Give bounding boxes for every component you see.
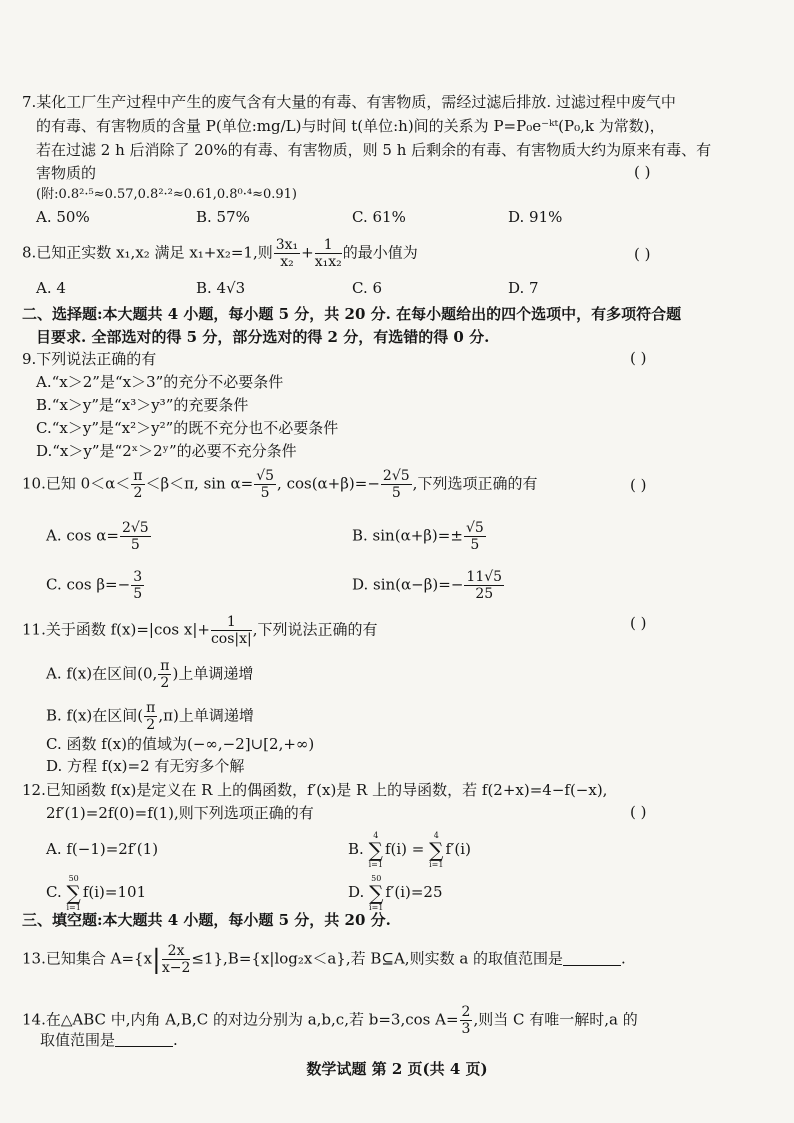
page-footer: 数学试题 第 2 页(共 4 页)	[306, 1060, 488, 1078]
q8-stem-post: 的最小值为	[342, 243, 418, 262]
q7-option-b: B. 57%	[196, 208, 250, 226]
q11-num: 1	[211, 614, 252, 631]
q13-answer-blank[interactable]	[563, 951, 621, 966]
q7-line2: 的有毒、有害物质的含量 P(单位:mg/L)与时间 t(单位:h)间的关系为 P=P₀e⁻ᵏᵗ(P₀,k 为常数)，	[36, 117, 665, 135]
q10-d-pre: D. sin(α−β)=−	[352, 575, 464, 594]
q12-line2: 2f′(1)=2f(0)=f(1),则下列选项正确的有	[46, 804, 314, 822]
q14-pre: 14.在△ABC 中,内角 A,B,C 的对边分别为 a,b,c,若 b=3,cos A=	[22, 1010, 459, 1029]
q7-note: (附:0.8²·⁵≈0.57,0.8²·²≈0.61,0.8⁰·⁴≈0.91)	[36, 187, 297, 202]
q11-option-a	[46, 658, 253, 691]
q9-option-b: B.“x＞y”是“x³＞y³”的充要条件	[36, 396, 249, 414]
section2-heading-line1: 二、选择题:本大题共 4 小题，每小题 5 分，共 20 分. 在每小题给出的四个选项中，有多项符合题	[22, 305, 682, 323]
q11-b-two: 2	[146, 717, 156, 733]
q12-c-upper: 50	[68, 874, 79, 883]
q12-d-expr: f′(i)=25	[385, 883, 443, 901]
q13-num: 2x	[162, 943, 191, 960]
q11-stem	[22, 614, 378, 647]
q13-post: ,B={x|log₂x＜a},若 B⊆A,则实数 a 的取值范围是	[223, 949, 564, 968]
q11-b-interval-right: ,π)	[158, 706, 179, 725]
q14-num: 2	[461, 1004, 471, 1020]
q8-option-a: A. 4	[36, 279, 66, 297]
q10-sin-num: √5	[256, 468, 275, 484]
q10-option-a	[46, 520, 152, 553]
q13-frac	[162, 943, 191, 976]
q10-b-den: 5	[470, 537, 480, 553]
q10-option-c	[46, 569, 145, 602]
q10-a-frac	[120, 520, 151, 553]
q10-d-frac	[464, 569, 504, 602]
q11-a-post: 上单调递增	[178, 664, 254, 683]
q14-end: .	[173, 1031, 178, 1049]
q8-frac1-num: 3x₁	[275, 237, 299, 253]
q11-b-pi-over-2	[144, 700, 157, 733]
q12-option-b	[348, 829, 471, 869]
q11-a-interval-left: (0,	[137, 664, 158, 683]
q11-b-pre: B. f(x)在区间	[46, 706, 138, 725]
q12-b-left-expr: f(i) =	[384, 840, 425, 858]
q12-d-lower: i=1	[369, 903, 384, 912]
q13-set-close: }	[213, 949, 224, 968]
q11-b-post: 上单调递增	[178, 706, 254, 725]
q10-mid: ＜β＜π, sin α=	[145, 474, 254, 493]
q10-d-num: 11√5	[466, 569, 503, 585]
q8-plus: +	[301, 243, 314, 262]
q11-a-pi: π	[160, 658, 170, 674]
q14-den: 3	[461, 1021, 471, 1037]
q11-option-d: D. 方程 f(x)=2 有无穷多个解	[46, 757, 245, 775]
q12-d-sum	[369, 874, 383, 912]
q13-stem	[22, 943, 626, 976]
q11-a-pi-over-2	[158, 658, 171, 691]
q12-c-pre: C.	[46, 883, 62, 901]
q13-pre: 13.已知集合 A=	[22, 949, 135, 968]
q8-answer-paren: ( )	[634, 245, 651, 263]
q8-frac2-den: x₁x₂	[314, 254, 342, 270]
q10-a-pre: A. cos α=	[46, 526, 119, 545]
q12-answer-paren: ( )	[630, 803, 647, 821]
q10-b-frac	[464, 520, 486, 553]
q12-b-lower-right: i=1	[429, 860, 444, 869]
q11-a-interval-right: )	[172, 664, 179, 683]
q8-option-d: D. 7	[508, 279, 539, 297]
q12-b-lower-left: i=1	[368, 860, 383, 869]
q10-pre: 10.已知 0＜α＜	[22, 474, 131, 493]
q12-line1: 12.已知函数 f(x)是定义在 R 上的偶函数，f′(x)是 R 上的导函数，若 f(2+x)=4−f(−x),	[22, 781, 608, 799]
q10-pi-over-2	[131, 468, 144, 501]
q10-b-num: √5	[465, 520, 484, 536]
q10-sin-frac	[254, 468, 276, 501]
q10-post: ,下列选项正确的有	[412, 474, 538, 493]
q12-b-upper-left: 4	[373, 831, 379, 840]
q7-line4: 害物质的	[36, 164, 97, 182]
q11-pre: 11.关于函数 f(x)=|cos x|+	[22, 620, 210, 639]
q10-c-pre: C. cos β=−	[46, 575, 131, 594]
q10-option-b	[352, 520, 487, 553]
q10-stem	[22, 468, 537, 501]
q12-b-sum-right	[429, 831, 443, 869]
q9-stem: 9.下列说法正确的有	[22, 350, 157, 368]
q7-option-d: D. 91%	[508, 208, 563, 226]
q12-d-pre: D.	[348, 883, 365, 901]
q12-b-right-expr: f′(i)	[445, 840, 471, 858]
q9-option-c: C.“x＞y”是“x²＞y²”的既不充分也不必要条件	[36, 419, 339, 437]
q13-den: x−2	[161, 960, 191, 976]
q12-b-sum-left	[369, 831, 383, 869]
q11-option-c: C. 函数 f(x)的值域为(−∞,−2]∪[2,+∞)	[46, 735, 315, 753]
q10-cos-frac	[381, 468, 412, 501]
q14-line2-text: 取值范围是	[40, 1031, 116, 1049]
q8-stem	[22, 237, 418, 270]
q10-cos-num: 2√5	[382, 468, 410, 484]
q12-d-sigma: ∑	[369, 881, 384, 905]
q10-cos-den: 5	[391, 485, 401, 501]
q8-frac1-den: x₂	[280, 254, 294, 270]
q14-line2	[40, 1030, 178, 1050]
q11-answer-paren: ( )	[630, 614, 647, 632]
q10-c-num: 3	[133, 569, 143, 585]
q10-c-frac	[131, 569, 144, 602]
q13-set-open: {x	[134, 949, 153, 968]
q8-option-b: B. 4√3	[196, 279, 246, 297]
q10-two: 2	[133, 485, 143, 501]
q12-b-sigma-right: ∑	[429, 838, 444, 862]
q12-c-expr: f(i)=101	[82, 883, 147, 901]
q12-option-a: A. f(−1)=2f′(1)	[46, 840, 159, 858]
q14-post: ,则当 C 有唯一解时,a 的	[473, 1010, 638, 1029]
q7-option-c: C. 61%	[352, 208, 406, 226]
q11-b-interval-left: (	[137, 706, 144, 725]
q8-frac2-num: 1	[315, 237, 342, 254]
q7-option-a: A. 50%	[36, 208, 90, 226]
q10-a-num: 2√5	[121, 520, 149, 536]
q10-mid2: , cos(α+β)=−	[277, 474, 380, 493]
q11-frac	[211, 614, 252, 647]
q12-b-upper-right: 4	[433, 831, 439, 840]
q11-option-b	[46, 700, 254, 733]
section2-heading-line2: 目要求. 全部选对的得 5 分，部分选对的得 2 分，有选错的得 0 分.	[36, 328, 490, 346]
q11-a-two: 2	[160, 675, 170, 691]
q8-frac2	[315, 237, 342, 270]
q10-c-den: 5	[133, 586, 143, 602]
q10-b-pre: B. sin(α+β)=±	[352, 526, 463, 545]
q8-frac1	[274, 237, 300, 270]
q10-a-den: 5	[130, 537, 140, 553]
q12-c-sum	[67, 874, 81, 912]
q12-d-upper: 50	[371, 874, 382, 883]
q14-frac	[460, 1004, 473, 1037]
q14-answer-blank[interactable]	[115, 1032, 173, 1047]
q9-answer-paren: ( )	[630, 349, 647, 367]
q10-pi: π	[133, 468, 143, 484]
q12-b-sigma-left: ∑	[368, 838, 383, 862]
q7-line1: 7.某化工厂生产过程中产生的废气含有大量的有毒、有害物质，需经过滤后排放. 过滤过程中废气中	[22, 93, 676, 111]
q12-option-c	[46, 872, 146, 912]
q12-b-pre: B.	[348, 840, 364, 858]
q10-answer-paren: ( )	[630, 476, 647, 494]
q12-option-d	[348, 872, 443, 912]
q13-set-bar: |	[152, 944, 161, 975]
q9-option-d: D.“x＞y”是“2ˣ＞2ʸ”的必要不充分条件	[36, 442, 297, 460]
q7-line3: 若在过滤 2 h 后消除了 20%的有毒、有害物质，则 5 h 后剩余的有毒、有害物质大约为原来有毒、有	[36, 141, 712, 159]
q11-a-pre: A. f(x)在区间	[46, 664, 138, 683]
q8-option-c: C. 6	[352, 279, 383, 297]
q12-c-sigma: ∑	[66, 881, 81, 905]
q13-end: .	[621, 949, 626, 968]
q13-le1: ≤1	[191, 949, 214, 968]
q8-stem-pre: 8.已知正实数 x₁,x₂ 满足 x₁+x₂=1,则	[22, 243, 273, 262]
q12-c-lower: i=1	[66, 903, 81, 912]
q11-post: ,下列说法正确的有	[252, 620, 378, 639]
q9-option-a: A.“x＞2”是“x＞3”的充分不必要条件	[36, 373, 284, 391]
q11-den: cos|x|	[210, 631, 252, 647]
q11-b-pi: π	[146, 700, 156, 716]
q10-sin-den: 5	[260, 485, 270, 501]
q10-d-den: 25	[475, 586, 494, 602]
q7-answer-paren: ( )	[634, 163, 651, 181]
section3-heading: 三、填空题:本大题共 4 小题，每小题 5 分，共 20 分.	[22, 911, 391, 929]
q10-option-d	[352, 569, 505, 602]
